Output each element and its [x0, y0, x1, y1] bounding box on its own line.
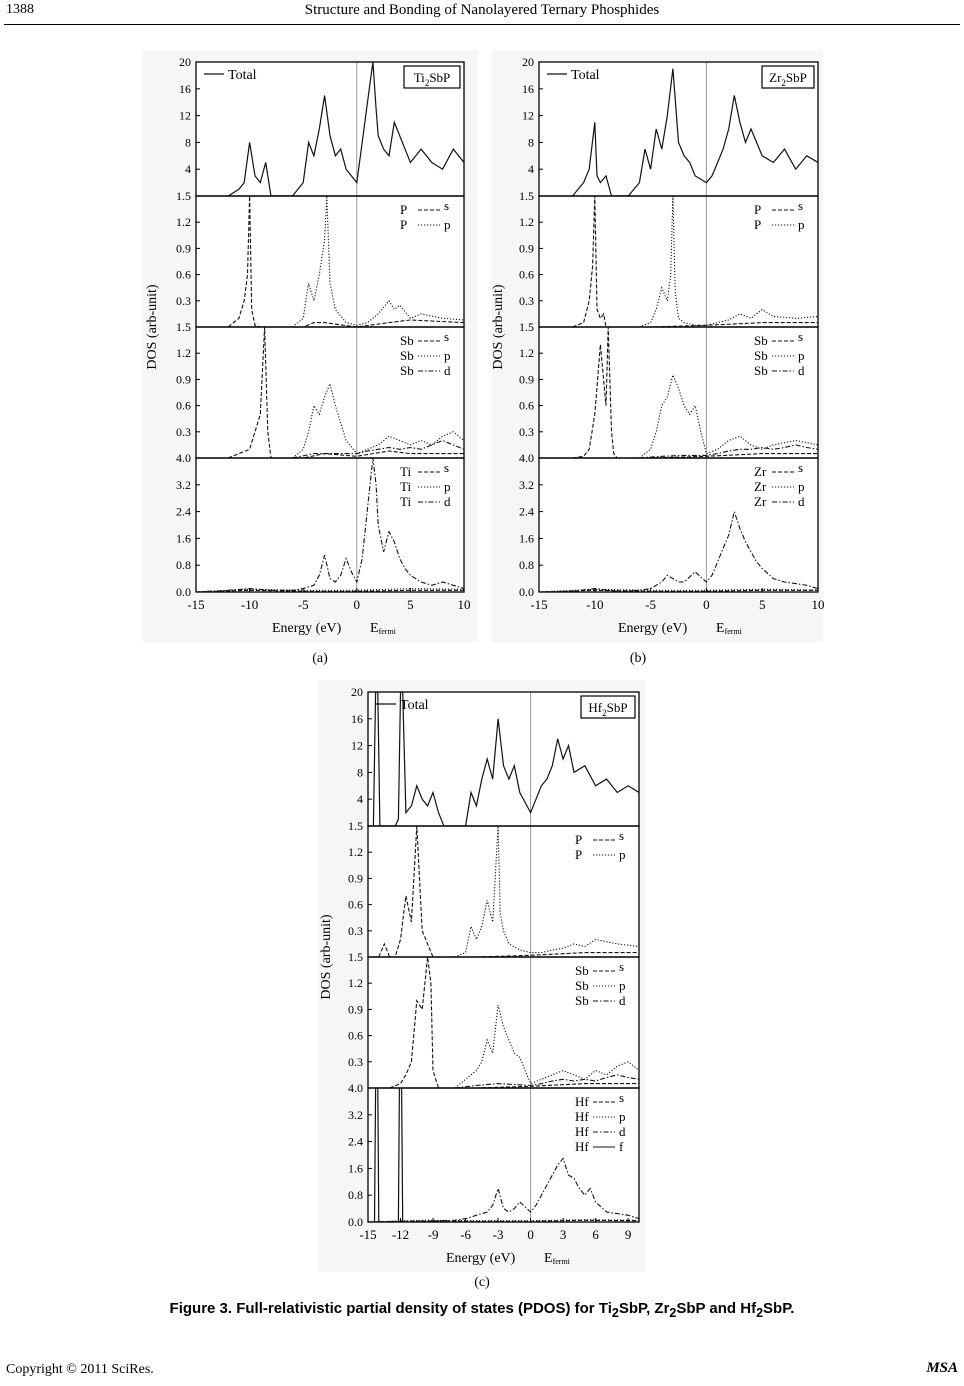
ytick-label: 0.9 [176, 241, 191, 256]
ytick-label: 1.5 [348, 819, 363, 833]
legend-orbital: s [444, 329, 450, 344]
ytick-label: 1.5 [176, 189, 191, 203]
ytick-label: 0.0 [348, 1215, 363, 1229]
ytick-label: 8 [357, 765, 363, 780]
ytick-label: 1.5 [176, 320, 191, 334]
xtick-label: -15 [530, 597, 548, 612]
xtick-label: -10 [586, 597, 604, 612]
xtick-label: 9 [624, 1227, 632, 1242]
ytick-label: 0.3 [348, 1054, 363, 1069]
legend-atom: Ti [400, 494, 412, 509]
ytick-label: 0.3 [348, 923, 363, 938]
ytick-label: 0.6 [519, 398, 534, 413]
ytick-label: 1.2 [519, 346, 534, 361]
legend-orbital: f [619, 1139, 624, 1154]
ytick-label: 1.2 [176, 215, 191, 230]
ytick-label: 1.5 [519, 320, 534, 334]
legend-orbital: s [798, 198, 804, 213]
ytick-label: 0.3 [176, 293, 191, 308]
legend-orbital: s [798, 460, 804, 475]
legend-orbital: s [444, 198, 450, 213]
ytick-label: 4 [357, 792, 363, 807]
ytick-label: 1.2 [176, 346, 191, 361]
xtick-label: -10 [240, 597, 259, 612]
x-axis-label: Energy (eV) [618, 621, 688, 636]
ytick-label: 0.9 [519, 241, 534, 256]
running-title: Structure and Bonding of Nanolayered Ternary Phosphides [304, 2, 660, 18]
legend-label: Total [400, 698, 429, 713]
ytick-label: 8 [185, 135, 191, 150]
ytick-label: 16 [351, 711, 363, 726]
legend-atom: Sb [754, 348, 768, 363]
legend-orbital: p [444, 217, 451, 232]
ytick-label: 3.2 [519, 477, 534, 492]
ytick-label: 1.5 [519, 189, 534, 203]
ytick-label: 0.9 [176, 372, 191, 387]
ytick-label: 1.5 [348, 950, 363, 964]
ytick-label: 1.6 [176, 531, 191, 546]
xtick-label: -3 [492, 1227, 504, 1242]
ytick-label: 2.4 [519, 504, 534, 519]
journal-abbrev: MSA [926, 1360, 958, 1376]
ytick-label: 4.0 [348, 1081, 363, 1095]
xtick-label: 5 [407, 597, 414, 612]
legend-orbital: p [444, 348, 451, 363]
xtick-label: -5 [645, 597, 657, 612]
figure-c-hf2sbp [318, 680, 645, 1272]
legend-atom: Ti [400, 479, 412, 494]
xtick-label: 0 [353, 597, 361, 612]
xtick-label: -6 [460, 1227, 471, 1242]
ytick-label: 1.6 [348, 1161, 363, 1176]
legend-orbital: d [444, 363, 451, 378]
legend-orbital: d [444, 494, 451, 509]
legend-atom: Zr [754, 494, 767, 509]
xtick-label: -12 [391, 1227, 410, 1242]
xtick-label: -15 [187, 597, 205, 612]
chart-title: $Ti_2SbP$ [413, 70, 451, 88]
legend-atom: Hf [575, 1094, 589, 1109]
dos-chart-b [492, 50, 823, 642]
ytick-label: 12 [351, 738, 363, 753]
ytick-label: 1.6 [519, 531, 534, 546]
legend-orbital: p [798, 217, 805, 232]
ytick-label: 2.4 [176, 504, 191, 519]
legend-atom: P [575, 847, 583, 862]
ytick-label: 0.3 [176, 424, 191, 439]
xtick-label: 6 [592, 1227, 599, 1242]
ytick-label: 1.2 [519, 215, 534, 230]
dos-chart-c [318, 680, 645, 1272]
xtick-label: -9 [427, 1227, 439, 1242]
xtick-label: -5 [297, 597, 309, 612]
ytick-label: 20 [179, 55, 191, 69]
fermi-label: Efermi [544, 1251, 570, 1266]
legend-label: Total [571, 68, 600, 83]
legend-orbital: d [798, 363, 805, 378]
legend-orbital: p [798, 348, 805, 363]
legend-orbital: s [619, 1090, 625, 1105]
legend-atom: Hf [575, 1109, 589, 1124]
y-axis-label: DOS (arb-unit) [145, 284, 160, 370]
figure-a-label: (a) [312, 651, 328, 666]
legend-label: Total [228, 68, 257, 83]
legend-orbital: p [619, 847, 626, 862]
legend-atom: Sb [400, 348, 414, 363]
ytick-label: 3.2 [348, 1107, 363, 1122]
ytick-label: 0.0 [176, 585, 191, 599]
legend-atom: P [400, 217, 408, 232]
figure-c-label: (c) [474, 1275, 490, 1290]
legend-orbital: d [619, 993, 626, 1008]
legend-orbital: s [444, 460, 450, 475]
ytick-label: 20 [522, 55, 534, 69]
ytick-label: 4 [528, 162, 534, 177]
dos-chart-a [142, 50, 478, 642]
xtick-label: 5 [758, 597, 766, 612]
fermi-label: Efermi [716, 621, 742, 636]
copyright: Copyright © 2011 SciRes. [6, 1362, 154, 1377]
ytick-label: 0.9 [519, 372, 534, 387]
legend-atom: Sb [400, 333, 414, 348]
legend-atom: Ti [400, 464, 412, 479]
legend-atom: Zr [754, 479, 767, 494]
legend-orbital: p [444, 479, 451, 494]
ytick-label: 1.2 [348, 976, 363, 991]
legend-orbital: d [798, 494, 805, 509]
ytick-label: 0.8 [176, 558, 191, 573]
figure-caption: Figure 3. Full-relativistic partial density of states (PDOS) for $Ti_2SbP$, $Zr_2SbP$ and $Hf_2SbP$. [169, 1300, 795, 1320]
legend-atom: Sb [575, 993, 589, 1008]
chart-title: $Hf_2SbP$ [588, 700, 628, 718]
page-number: 1388 [6, 2, 34, 17]
ytick-label: 12 [179, 108, 191, 123]
legend-atom: Zr [754, 464, 767, 479]
legend-atom: Sb [754, 363, 768, 378]
ytick-label: 0.9 [348, 1002, 363, 1017]
legend-atom: Hf [575, 1139, 589, 1154]
ytick-label: 1.2 [348, 845, 363, 860]
ytick-label: 4.0 [519, 451, 534, 465]
xtick-label: 0 [703, 597, 710, 612]
legend-atom: P [754, 202, 762, 217]
ytick-label: 0.8 [519, 558, 534, 573]
ytick-label: 2.4 [348, 1134, 363, 1149]
ytick-label: 0.9 [348, 871, 363, 886]
xtick-label: -15 [359, 1227, 377, 1242]
ytick-label: 0.6 [519, 267, 534, 282]
xtick-label: 10 [811, 597, 825, 612]
legend-atom: P [575, 832, 583, 847]
legend-orbital: s [619, 828, 625, 843]
legend-atom: Sb [575, 978, 589, 993]
ytick-label: 0.8 [348, 1188, 363, 1203]
ytick-label: 4 [185, 162, 191, 177]
ytick-label: 16 [522, 81, 534, 96]
legend-atom: Sb [575, 963, 589, 978]
x-axis-label: Energy (eV) [446, 1251, 516, 1266]
legend-orbital: p [619, 1109, 626, 1124]
fermi-label: Efermi [370, 621, 396, 636]
ytick-label: 0.0 [519, 585, 534, 599]
ytick-label: 4.0 [176, 451, 191, 465]
ytick-label: 0.6 [176, 398, 191, 413]
legend-atom: Sb [400, 363, 414, 378]
figure-a-ti2sbp [142, 50, 478, 642]
legend-atom: Sb [754, 333, 768, 348]
y-axis-label: DOS (arb-unit) [491, 284, 506, 370]
ytick-label: 0.3 [519, 424, 534, 439]
legend-atom: P [754, 217, 762, 232]
legend-atom: P [400, 202, 408, 217]
ytick-label: 0.6 [348, 897, 363, 912]
xtick-label: 3 [559, 1227, 567, 1242]
ytick-label: 12 [522, 108, 534, 123]
x-axis-label: Energy (eV) [272, 621, 342, 636]
header-rule [4, 24, 960, 25]
xtick-label: 10 [457, 597, 471, 612]
figure-b-zr2sbp [492, 50, 823, 642]
y-axis-label: DOS (arb-unit) [319, 914, 334, 1000]
ytick-label: 20 [351, 685, 363, 699]
chart-title: $Zr_2SbP$ [769, 70, 807, 88]
legend-orbital: d [619, 1124, 626, 1139]
legend-atom: Hf [575, 1124, 589, 1139]
legend-orbital: s [619, 959, 625, 974]
ytick-label: 0.6 [176, 267, 191, 282]
legend-orbital: p [619, 978, 626, 993]
xtick-label: 0 [527, 1227, 534, 1242]
legend-orbital: p [798, 479, 805, 494]
ytick-label: 0.6 [348, 1028, 363, 1043]
ytick-label: 0.3 [519, 293, 534, 308]
legend-orbital: s [798, 329, 804, 344]
figure-b-label: (b) [629, 651, 647, 666]
ytick-label: 3.2 [176, 477, 191, 492]
ytick-label: 8 [528, 135, 534, 150]
ytick-label: 16 [179, 81, 191, 96]
